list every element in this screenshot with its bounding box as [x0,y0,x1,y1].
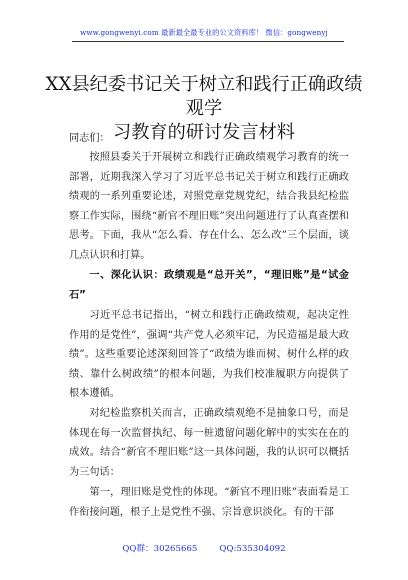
footer-contact [0,542,408,554]
paragraph-text: 第一，理旧账是党性的体现。“新官不理旧账”表面看是工作衔接问题，根子上是党性不强、宗旨意识淡化。有的干部 [69,487,349,518]
section-1-paragraph-1 [69,306,349,404]
section-1-paragraph-3 [69,483,349,522]
section-1-heading: 一、深化认识：政绩观是“总开关”，“理旧账”是“试金石” [69,270,349,301]
salutation: 同志们： [69,133,110,144]
title-line-2: 习教育的研讨发言材料 [113,122,295,143]
header-divider [72,41,344,42]
intro-paragraph [69,148,349,266]
qq-group: QQ群：30265665 [122,544,198,554]
paragraph-text: 对纪检监察机关而言，正确政绩观绝不是抽象口号，而是体现在每一次监督执纪、每一桩遗留问题化解中的实实在在的成效。结合“新官不理旧账”这一具体问题，我的认识可以概括为三句话： [69,408,349,478]
intro-text: 按照县委关于开展树立和践行正确政绩观学习教育的统一部署，近期我深入学习了习近平总书记关于树立和践行正确政绩观的一系列重要论述，对照党章党规党纪，结合我县纪检监察工作实际，围绕“新官不理旧账”突出问题进行了认真查摆和思考。下面，我从“怎么看、存在什么、怎么改”三个层面，谈几点认识和打算。 [69,152,349,261]
title-line-1: XX县纪委书记关于树立和践行正确政绩观学 [45,74,363,119]
section-1-paragraph-2 [69,404,349,482]
paragraph-text: 习近平总书记指出，“树立和践行正确政绩观，起决定性作用的是党性”，强调“共产党人必须牢记，为民造福是最大政绩”。这些重要论述深刻回答了“政绩为谁而树、树什么样的政绩、靠什么树政绩”的根本问题，为我们校准履职方向提供了根本遵循。 [69,310,349,400]
qq-number: QQ:535304092 [219,544,286,554]
site-banner[interactable]: www.gongwenyi.com 最新最全最专业的公文资料库！ 微信：gongwenyj [80,28,328,37]
